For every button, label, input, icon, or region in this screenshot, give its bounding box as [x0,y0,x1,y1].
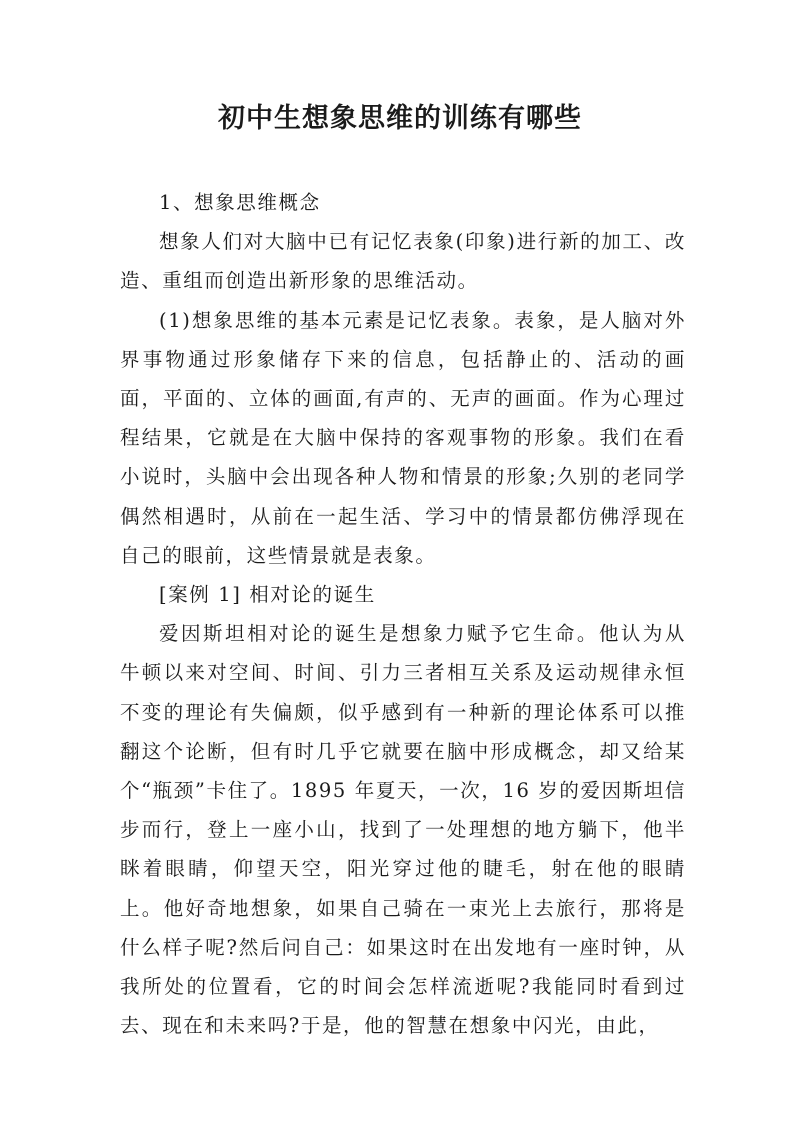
paragraph-case: 爱因斯坦相对论的诞生是想象力赋予它生命。他认为从牛顿以来对空间、时间、引力三者相互关系及运动规律永恒不变的理论有失偏颇，似乎感到有一种新的理论体系可以推翻这个论断，但有时几乎它就要在脑中形成概念，却又给某个“瓶颈”卡住了。1895 年夏天，一次，16 岁的爱因斯坦信步而行，登上一座小山，找到了一处理想的地方躺下，他半眯着眼睛，仰望天空，阳光穿过他的睫毛，射在他的眼睛上。他好奇地想象，如果自己骑在一束光上去旅行，那将是什么样子呢?然后问自己：如果这时在出发地有一座时钟，从我所处的位置看，它的时间会怎样流逝呢?我能同时看到过去、现在和未来吗?于是，他的智慧在想象中闪光，由此， [120,622,686,1038]
case-heading: [案例 1] 相对论的诞生 [159,583,376,607]
document-body [120,183,686,1045]
section-heading: 1、想象思维概念 [159,191,321,214]
document-title: 初中生想象思维的训练有哪些 [218,103,582,134]
paragraph-definition: 想象人们对大脑中已有记忆表象(印象)进行新的加工、改造、重组而创造出新形象的思维活动。 [120,230,686,293]
paragraph-element: (1)想象思维的基本元素是记忆表象。表象，是人脑对外界事物通过形象储存下来的信息，包括静止的、活动的画面，平面的、立体的画面,有声的、无声的画面。作为心理过程结果，它就是在大脑中保持的客观事物的形象。我们在看小说时，头脑中会出现各种人物和情景的形象;久别的老同学偶然相遇时，从前在一起生活、学习中的情景都仿佛浮现在自己的眼前，这些情景就是表象。 [120,308,686,567]
